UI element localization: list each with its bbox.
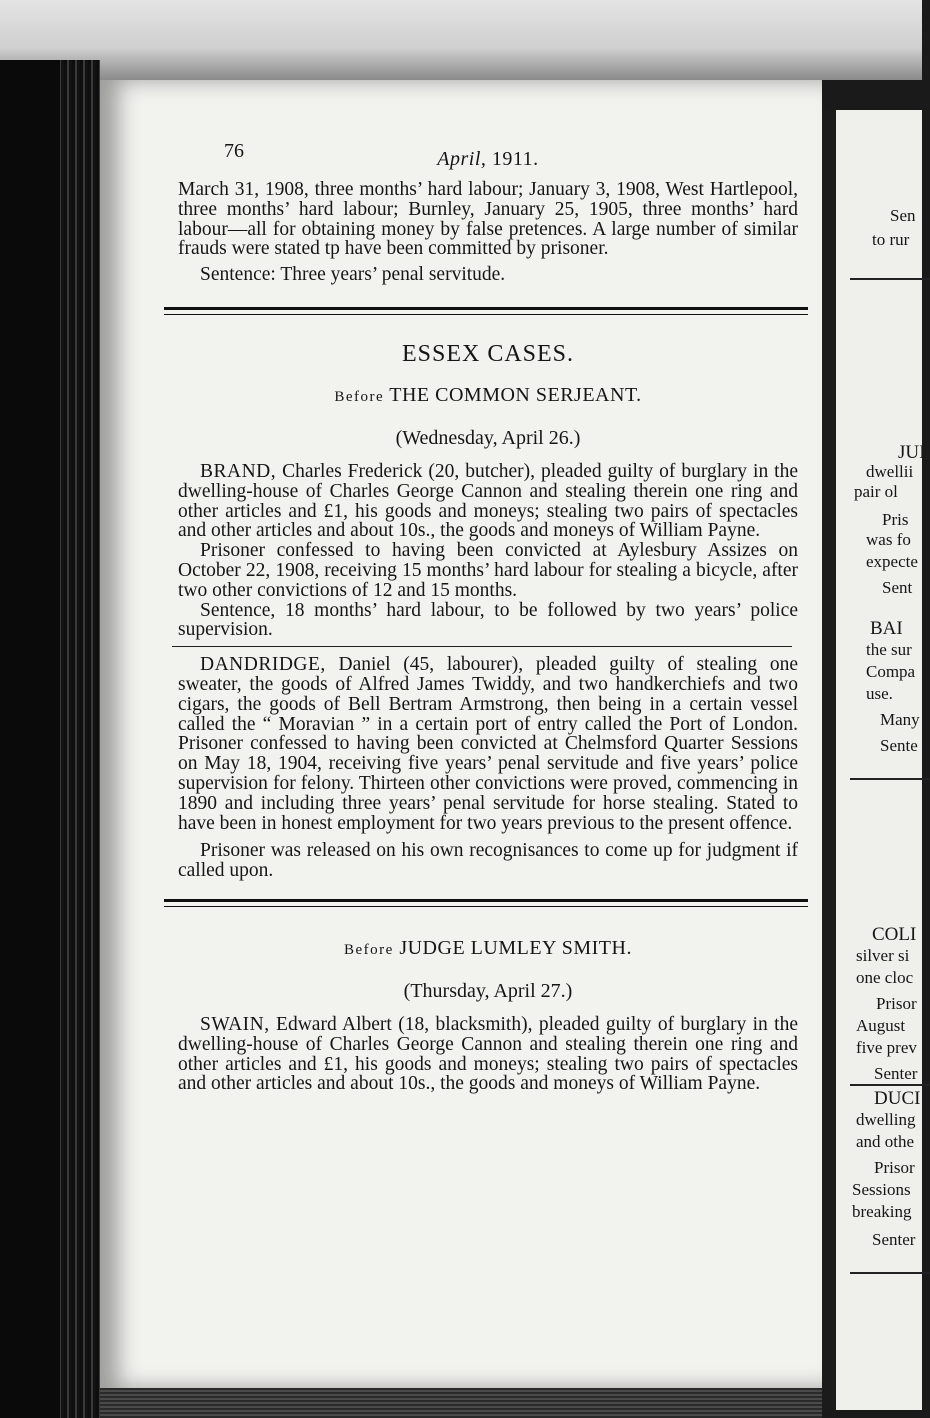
facing-fragment: the sur <box>866 640 912 659</box>
book-gutter <box>822 110 836 1410</box>
facing-fragment: to rur <box>872 230 910 249</box>
facing-fragment: Prisor <box>874 1158 915 1177</box>
facing-fragment: Senter <box>874 1064 918 1083</box>
facing-fragment: Compa <box>866 662 916 681</box>
court-heading-common-serjeant <box>178 384 798 407</box>
facing-fragment: Sessions <box>852 1180 911 1199</box>
defendant-name: BRAND, <box>200 460 277 482</box>
facing-fragment: expecte <box>866 552 918 571</box>
court-heading-lumley-smith <box>178 937 798 960</box>
facing-rule <box>850 778 930 780</box>
before-prefix: Before <box>334 388 385 405</box>
facing-fragment: breaking <box>852 1202 912 1221</box>
case-dandridge-outcome: Prisoner was released on his own recognisances to come up for judgment if called upon. <box>178 840 798 882</box>
page-date-year: 1911. <box>491 148 539 170</box>
facing-fragment: Pris <box>882 510 909 529</box>
facing-rule <box>850 1084 930 1086</box>
facing-fragment: dwelling <box>856 1110 916 1129</box>
facing-fragment: and othe <box>856 1132 915 1151</box>
facing-fragment: Sente <box>880 736 918 755</box>
case-brand-antecedents: Prisoner confessed to having been convicted at Aylesbury Assizes on October 22, 1908, receiving 15 months’ hard labour for stealing a bicycle, after two other convictions of 12 and 15 months. <box>178 540 798 601</box>
binding-shadow <box>0 60 60 1418</box>
facing-fragment: Sen <box>890 206 916 225</box>
page-date <box>178 148 798 171</box>
facing-fragment: Sent <box>882 578 913 597</box>
section-title-essex: ESSEX CASES. <box>401 340 575 367</box>
judge-name: JUDGE LUMLEY SMITH. <box>399 936 632 959</box>
case-swain <box>178 1015 798 1094</box>
case-divider <box>172 646 792 647</box>
facing-fragment: one cloc <box>856 968 914 987</box>
case-dandridge <box>178 655 798 833</box>
page-content <box>178 138 798 1094</box>
facing-fragment: pair ol <box>854 482 898 501</box>
case-text: Charles Frederick (20, butcher), pleaded guilty of burglary in the dwelling-house of Charles George Cannon and stealing therein one ring and other articles and £1, his goods and moneys; stealing two pairs of spectacles and other articles and about 10s., the goods and moneys of William Payne. <box>178 460 798 542</box>
before-prefix: Before <box>344 941 394 958</box>
page-number: 76 <box>224 140 244 162</box>
running-head <box>178 138 798 174</box>
page-stack-edge <box>100 1388 822 1418</box>
page-date-month: April, <box>437 148 487 170</box>
facing-rule <box>850 278 930 280</box>
facing-fragment: BAI <box>870 618 903 639</box>
intro-paragraph: March 31, 1908, three months’ hard labour; January 3, 1908, West Hartlepool, three months’ hard labour; Burnley, January 25, 1905, three months’ hard labour—all for obtaining money by false pretences. A large number of similar frauds were stated tp have been committed by prisoner. <box>178 179 798 260</box>
judge-name: THE COMMON SERJEANT. <box>389 383 642 406</box>
facing-fragment: Many <box>880 710 920 729</box>
defendant-name: SWAIN, <box>200 1013 270 1035</box>
case-brand <box>178 462 798 541</box>
facing-rule <box>850 1272 930 1274</box>
case-text: Daniel (45, labourer), pleaded guilty of stealing one sweater, the goods of Alfred James Twiddy, and two handkerchiefs and two cigars, the goods of Bell Bertram Armstrong, then being in a certain vessel called the “ Moravian ” in a certain port of entry called the Port of London. Prisoner confessed to having been convicted at Chelmsford Quarter Sessions on May 18, 1904, receiving five years’ penal servitude and five years’ police supervision for felony. Thirteen other convictions were proved, commencing in 1890 and including three years’ penal servitude for horse stealing. Stated to have been in honest employment for two years previous to the present offence. <box>178 654 798 834</box>
facing-page <box>836 110 926 1410</box>
facing-fragment: COLI <box>872 924 917 945</box>
facing-fragment: Senter <box>872 1230 916 1249</box>
intro-sentence: Sentence: Three years’ penal servitude. <box>200 264 506 286</box>
facing-fragment: was fo <box>866 530 911 549</box>
facing-fragment: Prisor <box>876 994 917 1013</box>
facing-fragment: JUI <box>898 442 926 463</box>
case-text: Edward Albert (18, blacksmith), pleaded guilty of burglary in the dwelling-house of Charles George Cannon and stealing therein one ring and other articles and £1, his goods and moneys; stealing two pairs of spectacles and other articles and about 10s., the goods and moneys of William Payne. <box>178 1013 798 1095</box>
facing-fragment: DUCI <box>874 1088 921 1109</box>
defendant-name: DANDRIDGE, <box>200 654 326 676</box>
facing-fragment: five prev <box>856 1038 917 1057</box>
section-divider <box>164 899 808 907</box>
scan-top-margin <box>0 0 922 80</box>
section-divider <box>164 307 808 315</box>
book-page <box>100 80 822 1388</box>
facing-fragment: use. <box>866 684 893 703</box>
sitting-date-thursday: (Thursday, April 27.) <box>403 979 573 1002</box>
facing-fragment: dwellii <box>866 462 914 481</box>
facing-fragment: silver si <box>856 946 910 965</box>
facing-fragment: August <box>856 1016 906 1035</box>
sitting-date-wednesday: (Wednesday, April 26.) <box>395 426 581 449</box>
case-brand-sentence: Sentence, 18 months’ hard labour, to be followed by two years’ police supervision. <box>178 599 798 641</box>
